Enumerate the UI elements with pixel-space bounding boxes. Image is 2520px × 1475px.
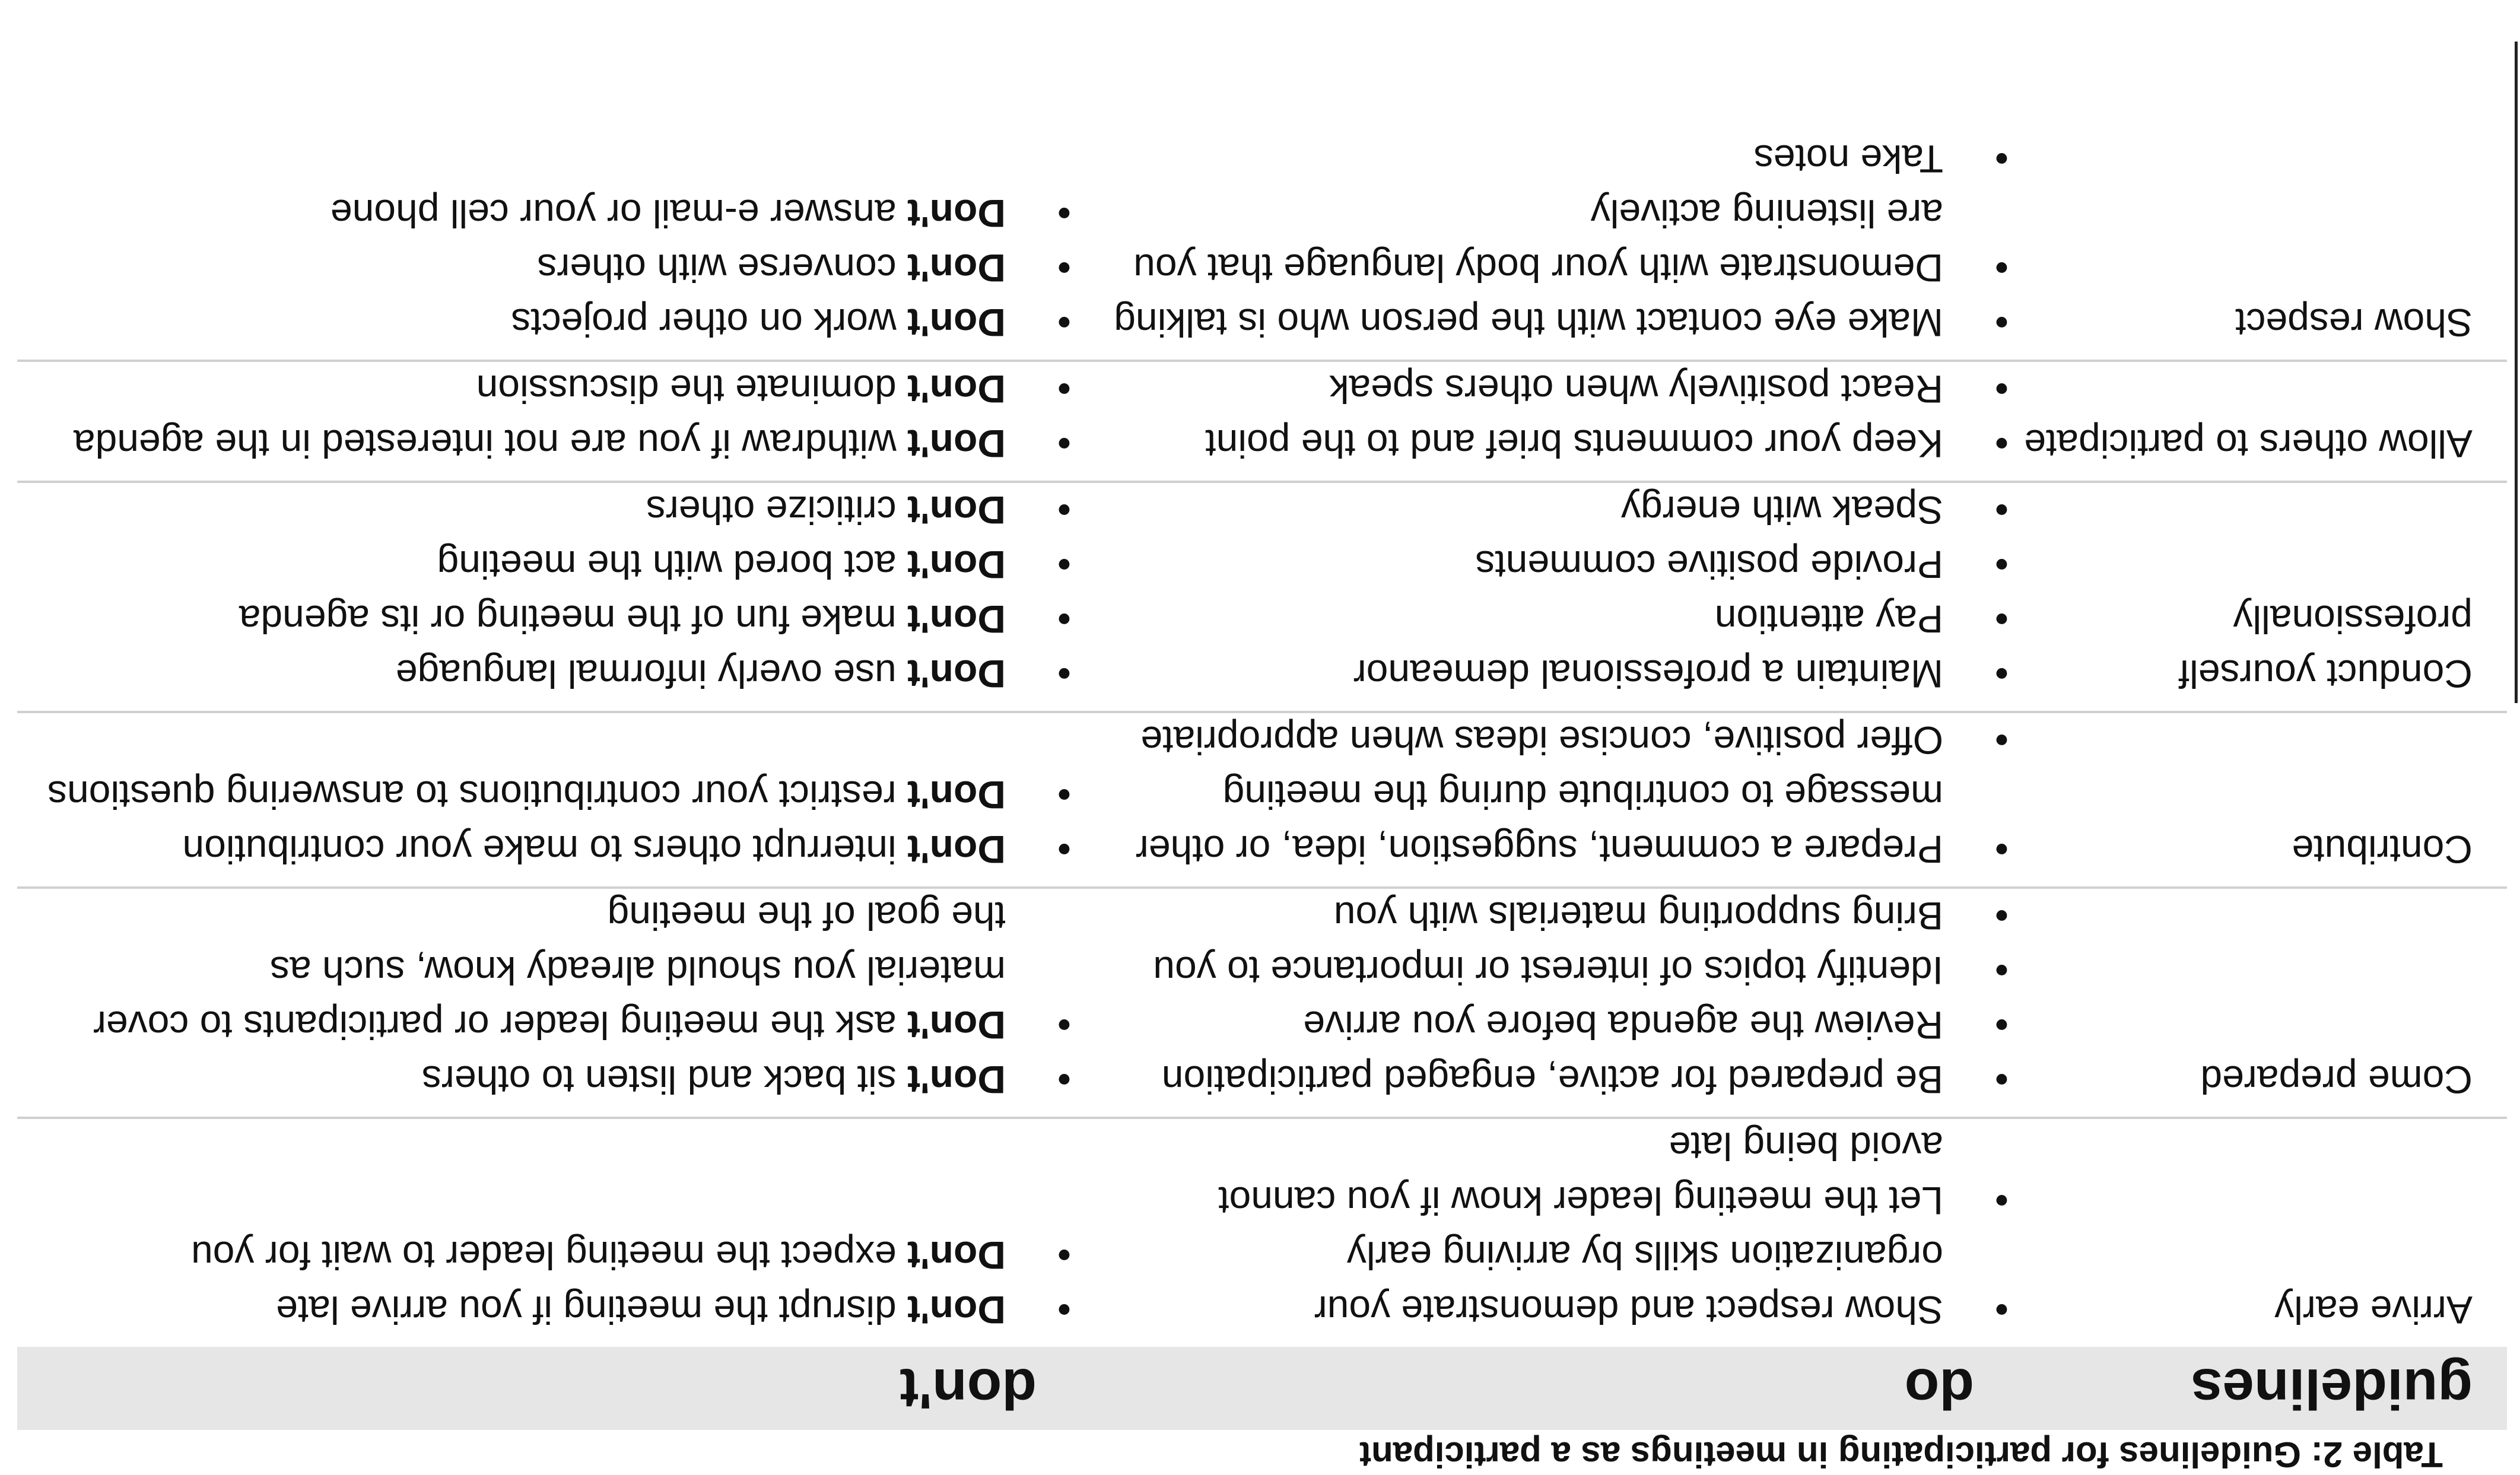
dont-list [17, 186, 1071, 350]
dont-item-first-line [17, 768, 1006, 822]
do-item-text: organization skills by arriving early [1346, 1234, 1943, 1277]
dont-item-text: converse with others [537, 246, 908, 290]
guideline-cell [2009, 888, 2507, 1118]
dont-list-item [17, 186, 1071, 241]
do-list-item [1071, 998, 2009, 1053]
do-cell [1071, 712, 2009, 888]
dont-keyword: Don't [907, 301, 1006, 345]
guideline-text: Come prepared [2200, 1058, 2473, 1102]
do-cell [1071, 132, 2009, 361]
do-item-text: • Provide positive comments [1475, 543, 1943, 587]
dont-keyword: Don't [907, 1234, 1006, 1277]
do-item-text: • Make eye contact with the person who is talking [1114, 301, 1943, 345]
do-list-item [1071, 1119, 2009, 1228]
dont-item-first-line [17, 538, 1006, 592]
dont-item-text: disrupt the meeting if you arrive late [276, 1288, 908, 1332]
header-guidelines: guidelines [2009, 1347, 2507, 1430]
dont-item-first-line [17, 998, 1006, 1053]
dont-item-text: withdraw if you are not interested in the agenda [73, 422, 908, 466]
do-item-text: are listening actively [1590, 192, 1943, 236]
dont-list-item [17, 295, 1071, 350]
do-list-item [1071, 362, 2009, 417]
guideline-text: Allow others to participate [2024, 422, 2473, 466]
table-body [17, 132, 2507, 1347]
dont-item-text: criticize others [646, 488, 908, 532]
dont-keyword: Don't [907, 422, 1006, 466]
do-cell [1071, 1118, 2009, 1347]
dont-item-text: material you should already know, such as [269, 949, 1006, 993]
do-item-text: • Prepare a comment, suggestion, idea, or other [1135, 828, 1943, 872]
table-row [17, 1118, 2507, 1347]
dont-list [17, 483, 1071, 701]
do-item-text: • Show respect and demonstrate your [1314, 1288, 1943, 1332]
dont-keyword: Don't [907, 828, 1006, 872]
header-do: do [1071, 1347, 2009, 1430]
dont-keyword: Don't [907, 488, 1006, 532]
dont-item-first-line [17, 295, 1006, 350]
do-item-text: • Keep your comments brief and to the point [1205, 422, 1943, 466]
do-item-text: • Review the agenda before you arrive [1303, 1003, 1943, 1047]
guideline-cell [2009, 712, 2507, 888]
page-edge-line [2515, 42, 2518, 703]
do-cell [1071, 888, 2009, 1118]
do-list-item [1071, 592, 2009, 647]
dont-item-text: dominate the discussion [476, 367, 908, 411]
dont-list-item [17, 1053, 1071, 1107]
do-list-item [1071, 713, 2009, 768]
guideline-cell [2009, 132, 2507, 361]
do-list-item [1071, 943, 2009, 998]
guideline-text: Conduct yourself [2178, 652, 2473, 696]
dont-item-first-line [17, 241, 1006, 295]
dont-list-item [17, 538, 1071, 592]
do-list [1071, 132, 2009, 350]
do-list [1071, 713, 2009, 877]
guideline-text: professionally [2233, 597, 2473, 641]
do-list [1071, 889, 2009, 1107]
dont-cell [17, 132, 1071, 361]
guideline-cell [2009, 361, 2507, 482]
do-list-item [1071, 483, 2009, 538]
dont-item-text: use overly informal language [395, 652, 908, 696]
dont-item-text: restrict your contributions to answering questions [47, 773, 908, 817]
dont-keyword: Don't [907, 367, 1006, 411]
do-cell [1071, 482, 2009, 712]
dont-keyword: Don't [907, 597, 1006, 641]
dont-keyword: Don't [907, 246, 1006, 290]
do-cell [1071, 361, 2009, 482]
dont-cell [17, 361, 1071, 482]
dont-item-first-line [17, 647, 1006, 701]
dont-item-first-line [17, 417, 1006, 471]
dont-cell [17, 482, 1071, 712]
dont-keyword: Don't [907, 1058, 1006, 1102]
table-row [17, 361, 2507, 482]
dont-item-first-line [17, 186, 1006, 241]
dont-list-item [17, 647, 1071, 701]
do-list-item [1071, 295, 2009, 350]
do-list [1071, 1119, 2009, 1337]
dont-cell [17, 712, 1071, 888]
table-row [17, 482, 2507, 712]
do-list-item [1071, 768, 2009, 877]
do-list-item [1071, 186, 2009, 295]
dont-list-item [17, 822, 1071, 877]
header-dont: don't [17, 1347, 1071, 1430]
dont-item-text: the goal of the meeting [607, 894, 1006, 938]
table-caption: Table 2: Guidelines for participating in meetings as a participant [1359, 1435, 2443, 1474]
guideline-text: Arrive early [2274, 1288, 2473, 1332]
do-item-text: • React positively when others speak [1329, 367, 1943, 411]
dont-item-text: interrupt others to make your contribution [182, 828, 908, 872]
dont-list [17, 889, 1071, 1107]
dont-item-text: work on other projects [511, 301, 908, 345]
do-list [1071, 483, 2009, 701]
do-item-text: • Pay attention [1714, 597, 1943, 641]
dont-cell [17, 888, 1071, 1118]
do-list [1071, 362, 2009, 471]
dont-list-item [17, 241, 1071, 295]
dont-list-item [17, 889, 1071, 1053]
guidelines-table [17, 132, 2507, 1430]
dont-list-item [17, 417, 1071, 471]
do-item-text: • Offer positive, concise ideas when appropriate [1140, 719, 1943, 762]
dont-item-text: sit back and listen to others [421, 1058, 908, 1102]
dont-list-item [17, 1228, 1071, 1283]
do-list-item [1071, 647, 2009, 701]
dont-item-first-line [17, 1283, 1006, 1337]
dont-item-text: ask the meeting leader or participants to cover [93, 1003, 908, 1047]
dont-item-first-line [17, 1228, 1006, 1283]
do-item-text: • Bring supporting materials with you [1333, 894, 1943, 938]
do-list-item [1071, 889, 2009, 943]
dont-list-item [17, 362, 1071, 417]
dont-item-first-line [17, 822, 1006, 877]
dont-list-item [17, 592, 1071, 647]
do-list-item [1071, 538, 2009, 592]
do-list-item [1071, 417, 2009, 471]
guideline-cell [2009, 482, 2507, 712]
do-item-text: • Speak with energy [1621, 488, 1943, 532]
do-item-text: avoid being late [1669, 1124, 1943, 1168]
dont-item-first-line [17, 592, 1006, 647]
dont-list [17, 768, 1071, 877]
do-list-item [1071, 1228, 2009, 1337]
dont-item-first-line [17, 362, 1006, 417]
dont-item-text: answer e-mail or your cell phone [330, 192, 908, 236]
dont-list-item [17, 1283, 1071, 1337]
dont-keyword: Don't [907, 1003, 1006, 1047]
do-item-text: • Demonstrate with your body language that you [1133, 246, 1943, 290]
dont-list-item [17, 768, 1071, 822]
do-list-item [1071, 132, 2009, 186]
guideline-cell [2009, 1118, 2507, 1347]
dont-keyword: Don't [907, 192, 1006, 236]
dont-keyword: Don't [907, 652, 1006, 696]
dont-cell [17, 1118, 1071, 1347]
table-row [17, 712, 2507, 888]
do-item-text: • Be prepared for active, engaged participation [1161, 1058, 1943, 1102]
guideline-text: Show respect [2235, 301, 2473, 345]
table-row [17, 132, 2507, 361]
dont-list-item [17, 483, 1071, 538]
dont-keyword: Don't [907, 773, 1006, 817]
guideline-text: Contribute [2292, 828, 2473, 872]
dont-keyword: Don't [907, 543, 1006, 587]
table-row [17, 888, 2507, 1118]
do-item-text: • Take notes [1753, 137, 1943, 181]
dont-item-text: expect the meeting leader to wait for you [191, 1234, 908, 1277]
dont-keyword: Don't [907, 1288, 1006, 1332]
dont-item-text: act bored with the meeting [437, 543, 908, 587]
dont-item-first-line [17, 1053, 1006, 1107]
dont-list [17, 1228, 1071, 1337]
table-header-row [17, 1347, 2507, 1430]
do-list-item [1071, 1053, 2009, 1107]
dont-item-first-line [17, 483, 1006, 538]
dont-item-text: make fun of the meeting or its agenda [239, 597, 908, 641]
do-item-text: • Identify topics of interest or importance to you [1153, 949, 1943, 993]
dont-list [17, 362, 1071, 471]
do-item-text: • Maintain a professional demeanor [1353, 652, 1943, 696]
do-item-text: message to contribute during the meeting [1222, 773, 1943, 817]
do-item-text: • Let the meeting leader know if you cannot [1218, 1179, 1943, 1223]
